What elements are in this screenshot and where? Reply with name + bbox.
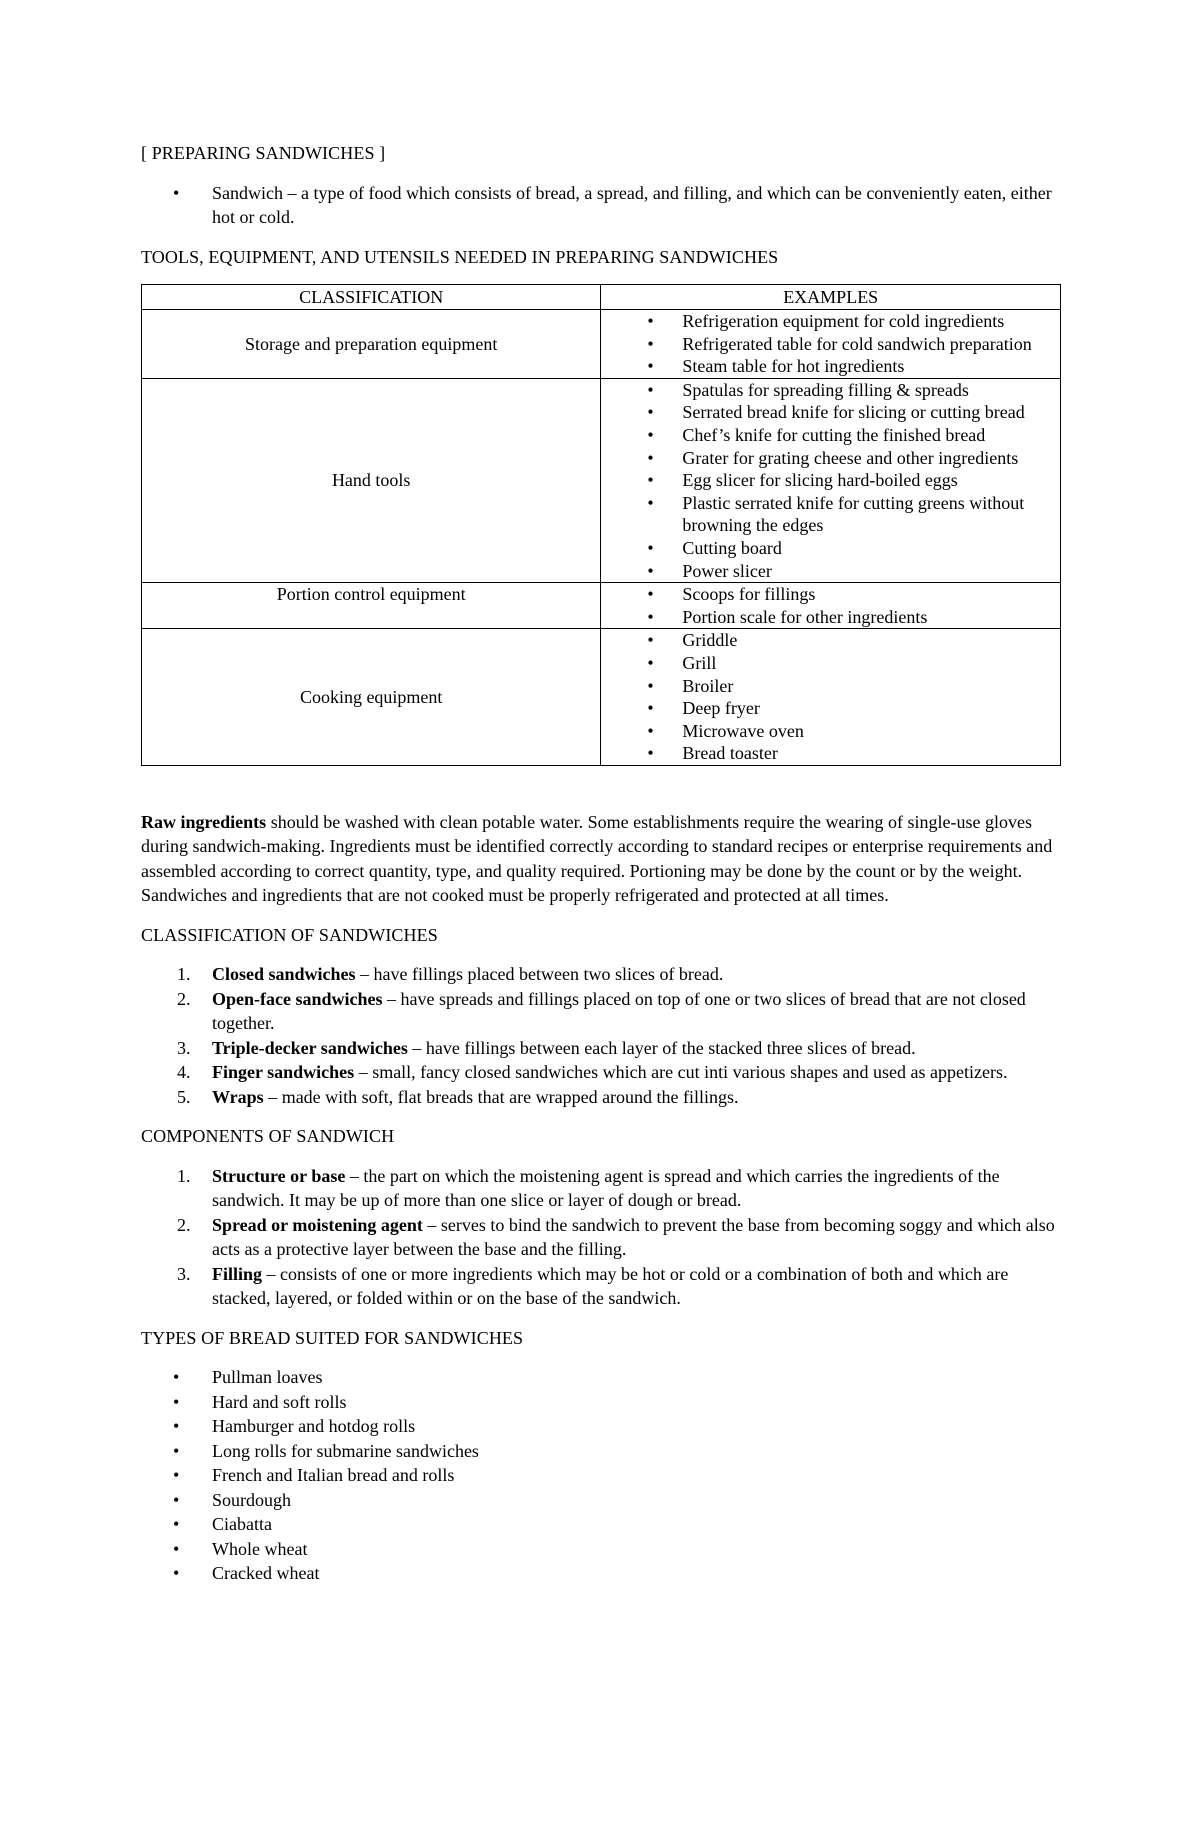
- item-term: Wraps: [212, 1086, 264, 1107]
- item-description: – made with soft, flat breads that are wrapped around the fillings.: [263, 1086, 739, 1107]
- item-term: Spread or moistening agent: [212, 1214, 423, 1235]
- example-item: [601, 606, 1060, 629]
- bread-item-text: Whole wheat: [212, 1538, 308, 1559]
- list-item: [141, 1213, 1061, 1262]
- item-number: 1.: [177, 964, 191, 985]
- list-item: [141, 1488, 1061, 1513]
- item-description: – small, fancy closed sandwiches which are cut inti various shapes and used as appetizers.: [354, 1062, 1008, 1083]
- example-text: Griddle: [682, 630, 738, 651]
- examples-cell: [601, 583, 1061, 629]
- list-item: [141, 987, 1061, 1036]
- table-row: [142, 629, 1061, 766]
- bullet-icon: •: [647, 698, 654, 719]
- bread-item-text: French and Italian bread and rolls: [212, 1465, 455, 1486]
- example-item: [601, 310, 1060, 333]
- column-header-examples: EXAMPLES: [601, 285, 1061, 310]
- bullet-icon: •: [647, 356, 654, 377]
- bread-item-text: Hamburger and hotdog rolls: [212, 1416, 416, 1437]
- bullet-icon: •: [173, 182, 180, 203]
- example-text: Portion scale for other ingredients: [682, 606, 928, 627]
- example-text: Refrigerated table for cold sandwich preparation: [682, 333, 1032, 354]
- example-text: Deep fryer: [682, 698, 760, 719]
- item-description: – the part on which the moistening agent is spread and which carries the ingredients of the sandwich. It may be up of more than one slice or layer of dough or bread.: [212, 1165, 1000, 1211]
- example-item: [601, 355, 1060, 378]
- example-text: Serrated bread knife for slicing or cutting bread: [682, 402, 1025, 423]
- example-text: Power slicer: [682, 560, 772, 581]
- list-item: [141, 1365, 1061, 1390]
- table-row: [142, 583, 1061, 629]
- list-item: [141, 1085, 1061, 1110]
- example-item: [601, 652, 1060, 675]
- intro-list: [141, 181, 1061, 230]
- example-item: [601, 469, 1060, 492]
- bread-heading: TYPES OF BREAD SUITED FOR SANDWICHES: [141, 1327, 524, 1348]
- example-item: [601, 675, 1060, 698]
- example-item: [601, 583, 1060, 606]
- bullet-icon: •: [173, 1563, 180, 1584]
- bullet-icon: •: [173, 1367, 180, 1388]
- example-text: Plastic serrated knife for cutting greens without browning the edges: [682, 492, 1025, 536]
- classification-cell: Cooking equipment: [142, 629, 601, 766]
- bullet-icon: •: [647, 424, 654, 445]
- list-item: [141, 1537, 1061, 1562]
- example-text: Microwave oven: [682, 720, 804, 741]
- bread-list: [141, 1365, 1061, 1586]
- bread-item-text: Sourdough: [212, 1489, 292, 1510]
- classification-cell: Portion control equipment: [142, 583, 601, 629]
- example-item: [601, 401, 1060, 424]
- table-row: [142, 378, 1061, 582]
- bullet-icon: •: [647, 333, 654, 354]
- bullet-icon: •: [647, 537, 654, 558]
- item-number: 2.: [177, 1214, 191, 1235]
- bullet-icon: •: [647, 630, 654, 651]
- classification-cell: Hand tools: [142, 378, 601, 582]
- classification-cell: Storage and preparation equipment: [142, 310, 601, 379]
- bread-item-text: Long rolls for submarine sandwiches: [212, 1440, 479, 1461]
- bullet-icon: •: [647, 447, 654, 468]
- item-term: Closed sandwiches: [212, 964, 356, 985]
- example-item: [601, 720, 1060, 743]
- example-text: Steam table for hot ingredients: [682, 356, 905, 377]
- examples-cell: [601, 629, 1061, 766]
- list-item: [141, 1060, 1061, 1085]
- bread-item-text: Ciabatta: [212, 1514, 272, 1535]
- bullet-icon: •: [647, 470, 654, 491]
- list-item: [141, 962, 1061, 987]
- bullet-icon: •: [647, 560, 654, 581]
- list-item: [141, 1262, 1061, 1311]
- example-item: [601, 492, 1060, 537]
- examples-cell: [601, 310, 1061, 379]
- item-description: – have fillings placed between two slices of bread.: [355, 964, 724, 985]
- item-term: Structure or base: [212, 1165, 346, 1186]
- classification-heading: CLASSIFICATION OF SANDWICHES: [141, 924, 438, 945]
- list-item: [141, 181, 1061, 230]
- example-item: [601, 742, 1060, 765]
- item-number: 4.: [177, 1062, 191, 1083]
- item-term: Open-face sandwiches: [212, 988, 383, 1009]
- example-text: Egg slicer for slicing hard-boiled eggs: [682, 470, 958, 491]
- table-header-row: [142, 285, 1061, 310]
- item-term: Finger sandwiches: [212, 1062, 355, 1083]
- bullet-icon: •: [647, 311, 654, 331]
- bullet-icon: •: [173, 1538, 180, 1559]
- item-number: 1.: [177, 1165, 191, 1186]
- bullet-icon: •: [173, 1465, 180, 1486]
- bullet-icon: •: [647, 675, 654, 696]
- example-text: Cutting board: [682, 537, 782, 558]
- example-item: [601, 424, 1060, 447]
- list-item: [141, 1439, 1061, 1464]
- column-header-classification: CLASSIFICATION: [142, 285, 601, 310]
- example-item: [601, 537, 1060, 560]
- example-text: Scoops for fillings: [682, 584, 816, 605]
- example-item: [601, 629, 1060, 652]
- list-item: [141, 1512, 1061, 1537]
- item-number: 2.: [177, 988, 191, 1009]
- list-item: [141, 1463, 1061, 1488]
- raw-ingredients-lead: Raw ingredients: [141, 811, 267, 832]
- example-item: [601, 333, 1060, 356]
- examples-cell: [601, 378, 1061, 582]
- tools-heading: TOOLS, EQUIPMENT, AND UTENSILS NEEDED IN PREPARING SANDWICHES: [141, 246, 779, 267]
- raw-ingredients-paragraph: [141, 810, 1061, 908]
- document-title: [ PREPARING SANDWICHES ]: [141, 143, 386, 163]
- example-text: Refrigeration equipment for cold ingredients: [682, 311, 1005, 331]
- item-description: – have fillings between each layer of the stacked three slices of bread.: [407, 1037, 916, 1058]
- item-number: 3.: [177, 1263, 191, 1284]
- bullet-icon: •: [173, 1416, 180, 1437]
- bullet-icon: •: [173, 1514, 180, 1535]
- components-heading: COMPONENTS OF SANDWICH: [141, 1126, 395, 1147]
- bullet-icon: •: [173, 1489, 180, 1510]
- bullet-icon: •: [647, 606, 654, 627]
- raw-ingredients-text: should be washed with clean potable water. Some establishments require the wearing of single-use gloves during sandwich-making. Ingredients must be identified correctly according to standard recipes or enterprise requirements and assembled according to correct quantity, type, and quality required. Portioning may be done by the count or by the weight. Sandwiches and ingredients that are not cooked must be properly refrigerated and protected at all times.: [141, 811, 1053, 906]
- example-item: [601, 560, 1060, 583]
- bread-item-text: Cracked wheat: [212, 1563, 320, 1584]
- example-item: [601, 447, 1060, 470]
- example-text: Bread toaster: [682, 743, 778, 764]
- intro-sandwich-definition: Sandwich – a type of food which consists of bread, a spread, and filling, and which can be conveniently eaten, either hot or cold.: [212, 182, 1052, 227]
- document-page: [141, 141, 1061, 1586]
- list-item: [141, 1164, 1061, 1213]
- item-term: Triple-decker sandwiches: [212, 1037, 408, 1058]
- table-row: [142, 310, 1061, 379]
- example-text: Broiler: [682, 675, 734, 696]
- example-text: Spatulas for spreading filling & spreads: [682, 379, 969, 400]
- item-term: Filling: [212, 1263, 263, 1284]
- bullet-icon: •: [647, 492, 654, 513]
- item-number: 5.: [177, 1086, 191, 1107]
- bullet-icon: •: [647, 379, 654, 400]
- bullet-icon: •: [173, 1391, 180, 1412]
- list-item: [141, 1036, 1061, 1061]
- bullet-icon: •: [173, 1440, 180, 1461]
- classification-list: [141, 962, 1061, 1109]
- list-item: [141, 1561, 1061, 1586]
- list-item: [141, 1414, 1061, 1439]
- bullet-icon: •: [647, 720, 654, 741]
- item-description: – have spreads and fillings placed on top of one or two slices of bread that are not closed together.: [212, 988, 1026, 1034]
- bullet-icon: •: [647, 584, 654, 605]
- bread-item-text: Hard and soft rolls: [212, 1391, 347, 1412]
- item-description: – serves to bind the sandwich to prevent the base from becoming soggy and which also acts as a protective layer between the base and the filling.: [212, 1214, 1055, 1260]
- bullet-icon: •: [647, 652, 654, 673]
- bullet-icon: •: [647, 402, 654, 423]
- example-item: [601, 379, 1060, 402]
- item-description: – consists of one or more ingredients which may be hot or cold or a combination of both and which are stacked, layered, or folded within or on the base of the sandwich.: [212, 1263, 1009, 1309]
- item-number: 3.: [177, 1037, 191, 1058]
- example-text: Chef’s knife for cutting the finished bread: [682, 424, 986, 445]
- components-list: [141, 1164, 1061, 1311]
- example-text: Grill: [682, 652, 717, 673]
- bullet-icon: •: [647, 743, 654, 764]
- example-item: [601, 697, 1060, 720]
- list-item: [141, 1390, 1061, 1415]
- bread-item-text: Pullman loaves: [212, 1367, 323, 1388]
- example-text: Grater for grating cheese and other ingredients: [682, 447, 1019, 468]
- equipment-table: [141, 284, 1061, 766]
